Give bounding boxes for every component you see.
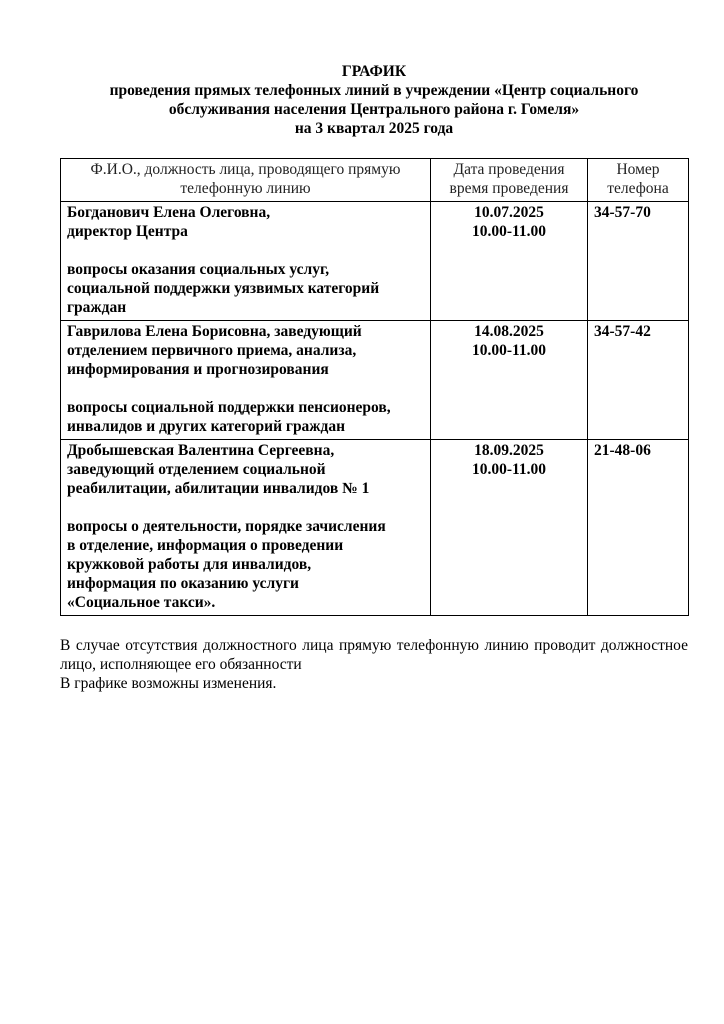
person-position: отделением первичного приема, анализа, <box>67 342 357 359</box>
title-heading: ГРАФИК <box>341 63 407 80</box>
notes-block <box>60 636 688 693</box>
topics-line: информация по оказанию услуги <box>67 575 299 592</box>
phone-cell <box>588 321 689 440</box>
header-date-line1: Дата проведения <box>453 161 565 178</box>
datetime-cell <box>431 321 588 440</box>
table-row <box>61 440 689 616</box>
header-person-line2: телефонную линию <box>180 180 311 197</box>
phone-number: 21-48-06 <box>594 442 651 459</box>
phone-cell <box>588 440 689 616</box>
topics-line: вопросы социальной поддержки пенсионеров, <box>67 399 391 416</box>
session-date: 10.07.2025 <box>474 204 544 221</box>
datetime-cell <box>431 440 588 616</box>
phone-cell <box>588 202 689 321</box>
topics-line: граждан <box>67 299 127 316</box>
note-changes: В графике возможны изменения. <box>60 675 277 692</box>
header-datetime <box>431 159 588 202</box>
table-header-row <box>61 159 689 202</box>
session-time: 10.00-11.00 <box>471 342 547 359</box>
phone-number: 34-57-70 <box>594 204 651 221</box>
header-person-line1: Ф.И.О., должность лица, проводящего прямую <box>90 161 401 178</box>
table-row <box>61 202 689 321</box>
header-person <box>61 159 431 202</box>
header-phone <box>588 159 689 202</box>
datetime-cell <box>431 202 588 321</box>
person-cell <box>61 321 431 440</box>
document-title <box>60 62 688 138</box>
person-name: Дробышевская Валентина Сергеевна, <box>67 442 335 459</box>
header-date-line2: время проведения <box>449 180 569 197</box>
person-cell <box>61 440 431 616</box>
person-name: Гаврилова Елена Борисовна, заведующий <box>67 323 362 340</box>
person-name: Богданович Елена Олеговна, <box>67 204 271 221</box>
header-phone-line2: телефона <box>607 180 669 197</box>
title-period: на 3 квартал 2025 года <box>294 120 454 137</box>
topics-line: инвалидов и других категорий граждан <box>67 418 346 435</box>
title-line: обслуживания населения Центрального района г. Гомеля» <box>168 101 580 118</box>
person-position: заведующий отделением социальной <box>67 461 326 478</box>
topics-line: «Социальное такси». <box>67 594 216 611</box>
topics-line: вопросы оказания социальных услуг, <box>67 261 330 278</box>
session-date: 14.08.2025 <box>474 323 544 340</box>
topics-line: вопросы о деятельности, порядке зачисления <box>67 518 386 535</box>
phone-number: 34-57-42 <box>594 323 651 340</box>
topics-line: социальной поддержки уязвимых категорий <box>67 280 380 297</box>
session-time: 10.00-11.00 <box>471 461 547 478</box>
header-phone-line1: Номер <box>616 161 660 178</box>
note-substitution: В случае отсутствия должностного лица прямую телефонную линию проводит должностное лицо, исполняющее его обязанности <box>60 637 688 673</box>
person-cell <box>61 202 431 321</box>
table-row <box>61 321 689 440</box>
person-position: информирования и прогнозирования <box>67 361 329 378</box>
session-time: 10.00-11.00 <box>471 223 547 240</box>
person-position: реабилитации, абилитации инвалидов № 1 <box>67 480 370 497</box>
session-date: 18.09.2025 <box>474 442 544 459</box>
topics-line: в отделение, информация о проведении <box>67 537 344 554</box>
topics-line: кружковой работы для инвалидов, <box>67 556 312 573</box>
schedule-table <box>60 158 689 616</box>
person-position: директор Центра <box>67 223 188 240</box>
title-line: проведения прямых телефонных линий в учреждении «Центр социального <box>109 82 639 99</box>
